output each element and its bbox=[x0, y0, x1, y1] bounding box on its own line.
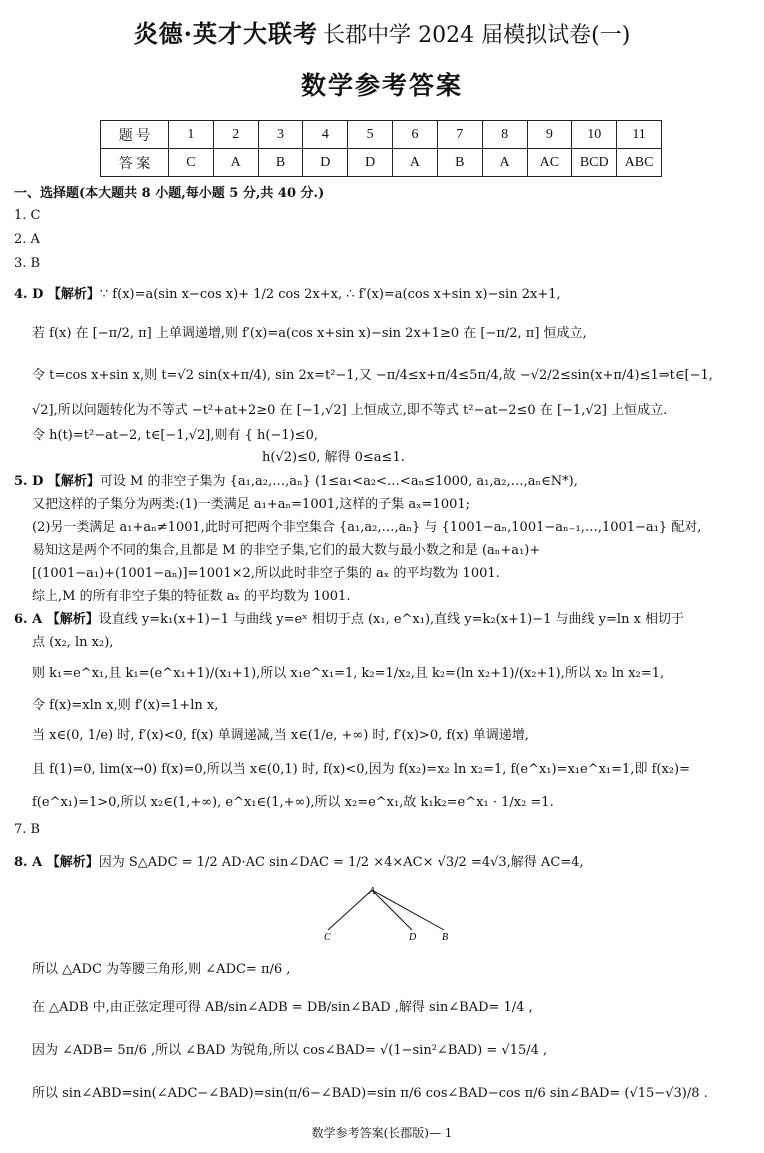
solution-line bbox=[14, 855, 584, 871]
question-number: 3 bbox=[258, 121, 303, 149]
row-label: 答 案 bbox=[101, 149, 169, 177]
answer-cell: D bbox=[303, 149, 348, 177]
solution-line: f(e^x₁)=1>0,所以 x₂∈(1,+∞), e^x₁∈(1,+∞),所以 x₂=e^x₁,故 k₁k₂=e^x₁ · 1/x₂ =1. bbox=[32, 795, 554, 810]
solution-text: 设直线 y=k₁(x+1)−1 与曲线 y=eˣ 相切于点 (x₁, e^x₁),直线 y=k₂(x+1)−1 与曲线 y=ln x 相切于 bbox=[98, 612, 685, 627]
vertex-label-c: C bbox=[324, 932, 331, 942]
solution-line: 所以 △ADC 为等腰三角形,则 ∠ADC= π/6 , bbox=[32, 962, 291, 977]
answer-cell: A bbox=[482, 149, 527, 177]
question-number: 1 bbox=[169, 121, 214, 149]
question-number: 5 bbox=[348, 121, 393, 149]
question-number: 10 bbox=[572, 121, 617, 149]
solution-line: [(1001−a₁)+(1001−aₙ)]=1001×2,所以此时非空子集的 aₓ 的平均数为 1001. bbox=[32, 566, 500, 581]
vertex-label-b: B bbox=[442, 932, 449, 942]
question-number: 11 bbox=[617, 121, 662, 149]
segment-ad bbox=[372, 890, 412, 930]
solution-line: (2)另一类满足 a₁+aₙ≠1001,此时可把两个非空集合 {a₁,a₂,…,aₙ} 与 {1001−aₙ,1001−aₙ₋₁,…,1001−a₁} 配对, bbox=[32, 520, 702, 535]
solution-line: 易知这是两个不同的集合,且都是 M 的非空子集,它们的最大数与最小数之和是 (aₙ+a₁)+ bbox=[32, 543, 541, 558]
exam-title: 长郡中学 2024 届模拟试卷(一) bbox=[323, 23, 631, 48]
answer-cell: C bbox=[169, 149, 214, 177]
solution-text: 因为 S△ADC = 1/2 AD·AC sin∠DAC = 1/2 ×4×AC× √3/2 =4√3,解得 AC=4, bbox=[98, 855, 584, 870]
solution-line: 在 △ADB 中,由正弦定理可得 AB/sin∠ADB = DB/sin∠BAD ,解得 sin∠BAD= 1/4 , bbox=[32, 1000, 533, 1015]
answer-cell: A bbox=[213, 149, 258, 177]
question-number: 4 bbox=[303, 121, 348, 149]
solution-line: 综上,M 的所有非空子集的特征数 aₓ 的平均数为 1001. bbox=[32, 589, 351, 604]
question-number: 7 bbox=[437, 121, 482, 149]
solution-line: 则 k₁=e^x₁,且 k₁=(e^x₁+1)/(x₁+1),所以 x₁e^x₁=1, k₂=1/x₂,且 k₂=(ln x₂+1)/(x₂+1),所以 x₂ ln x₂=1, bbox=[32, 666, 665, 681]
answer-cell: A bbox=[393, 149, 438, 177]
solution-line: 令 t=cos x+sin x,则 t=√2 sin(x+π/4), sin 2x=t²−1,又 −π/4≤x+π/4≤5π/4,故 −√2/2≤sin(x+π/4)≤1⇒t∈[−1, bbox=[32, 368, 713, 383]
table-row bbox=[101, 121, 662, 149]
solution-line: h(√2)≤0, 解得 0≤a≤1. bbox=[262, 450, 405, 465]
solution-line: 若 f(x) 在 [−π/2, π] 上单调递增,则 f′(x)=a(cos x+sin x)−sin 2x+1≥0 在 [−π/2, π] 恒成立, bbox=[32, 326, 587, 341]
answer-line: 1. C bbox=[14, 208, 41, 223]
solution-text: ∵ f(x)=a(sin x−cos x)+ 1/2 cos 2x+x, ∴ f′(x)=a(cos x+sin x)−sin 2x+1, bbox=[99, 287, 561, 302]
section-heading: 一、选择题(本大题共 8 小题,每小题 5 分,共 40 分.) bbox=[14, 186, 325, 201]
solution-line: 且 f(1)=0, lim(x→0) f(x)=0,所以当 x∈(0,1) 时, f(x)<0,因为 f(x₂)=x₂ ln x₂=1, f(e^x₁)=x₁e^x₁=1,即 f(x₂)= bbox=[32, 762, 690, 777]
answer-cell: ABC bbox=[617, 149, 662, 177]
answer-cell: D bbox=[348, 149, 393, 177]
solution-line: √2],所以问题转化为不等式 −t²+at+2≥0 在 [−1,√2] 上恒成立,即不等式 t²−at−2≤0 在 [−1,√2] 上恒成立. bbox=[32, 403, 668, 418]
table-row bbox=[101, 149, 662, 177]
question-number: 2 bbox=[213, 121, 258, 149]
brand-title: 炎德·英才大联考 bbox=[133, 19, 319, 48]
solution-line bbox=[14, 287, 561, 303]
solution-line bbox=[14, 612, 684, 628]
row-label: 题 号 bbox=[101, 121, 169, 149]
solution-line bbox=[14, 474, 578, 490]
answer-cell: B bbox=[258, 149, 303, 177]
solution-line: 又把这样的子集分为两类:(1)一类满足 a₁+aₙ=1001,这样的子集 aₓ=1001; bbox=[32, 497, 471, 512]
answer-cell: BCD bbox=[572, 149, 617, 177]
page-header bbox=[0, 14, 764, 49]
answer-line: 3. B bbox=[14, 256, 41, 271]
triangle-figure bbox=[320, 886, 460, 942]
solution-label: 8. A 【解析】 bbox=[14, 855, 99, 870]
solution-text: 可设 M 的非空子集为 {a₁,a₂,…,aₙ} (1≤a₁<a₂<…<aₙ≤1000, a₁,a₂,…,aₙ∈N*), bbox=[99, 474, 578, 489]
answer-line: 2. A bbox=[14, 232, 40, 247]
segment-ac bbox=[328, 890, 372, 930]
question-number: 8 bbox=[482, 121, 527, 149]
solution-line: 当 x∈(0, 1/e) 时, f′(x)<0, f(x) 单调递减,当 x∈(1/e, +∞) 时, f′(x)>0, f(x) 单调递增, bbox=[32, 728, 529, 743]
page-title: 数学参考答案 bbox=[300, 71, 463, 100]
solution-line: 令 h(t)=t²−at−2, t∈[−1,√2],则有 { h(−1)≤0, bbox=[32, 428, 318, 443]
solution-line: 所以 sin∠ABD=sin(∠ADC−∠BAD)=sin(π/6−∠BAD)=sin π/6 cos∠BAD−cos π/6 sin∠BAD= (√15−√3)/8 . bbox=[32, 1086, 708, 1101]
solution-label: 5. D 【解析】 bbox=[14, 474, 100, 489]
answer-line: 7. B bbox=[14, 822, 41, 837]
vertex-label-d: D bbox=[409, 932, 417, 942]
solution-label: 4. D 【解析】 bbox=[14, 287, 100, 302]
solution-line: 点 (x₂, ln x₂), bbox=[32, 635, 114, 650]
answer-cell: B bbox=[437, 149, 482, 177]
solution-line: 令 f(x)=xln x,则 f′(x)=1+ln x, bbox=[32, 698, 219, 713]
vertex-label-a: A bbox=[369, 886, 376, 897]
solution-label: 6. A 【解析】 bbox=[14, 612, 99, 627]
solution-line: 因为 ∠ADB= 5π/6 ,所以 ∠BAD 为锐角,所以 cos∠BAD= √(1−sin²∠BAD) = √15/4 , bbox=[32, 1043, 548, 1058]
segment-ab bbox=[372, 890, 444, 930]
question-number: 9 bbox=[527, 121, 572, 149]
answer-table bbox=[100, 120, 662, 177]
question-number: 6 bbox=[393, 121, 438, 149]
page-footer: 数学参考答案(长郡版)— 1 bbox=[311, 1126, 453, 1140]
answer-cell: AC bbox=[527, 149, 572, 177]
